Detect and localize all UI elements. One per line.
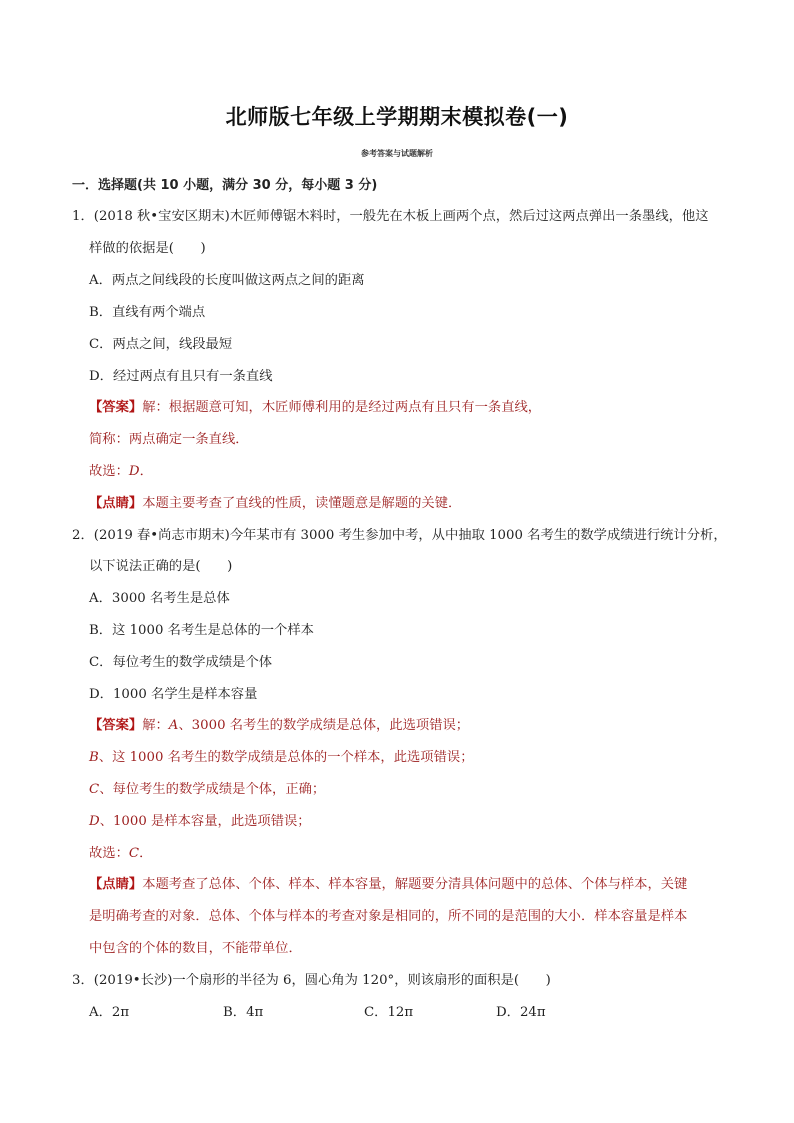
comment-tag: 【点睛】 <box>89 877 143 892</box>
q1-answer <box>89 399 749 417</box>
q2-option-c: C．每位考生的数学成绩是个体 <box>89 655 273 670</box>
q2-stem-line1: 2．(2019 春•尚志市期末)今年某市有 3000 考生参加中考，从中抽取 1000 名考生的数学成绩进行统计分析， <box>72 528 727 543</box>
q1-choice: 故选：D． <box>89 464 153 479</box>
comment-text: 本题主要考查了直线的性质，读懂题意是解题的关键． <box>142 496 462 511</box>
choice-letter: D <box>128 464 140 479</box>
q3-option-b: B．4π <box>223 1005 264 1020</box>
q2-answer: 【答案】解：A、3000 名考生的数学成绩是总体，此选项错误； <box>89 718 470 733</box>
page-title: 北师版七年级上学期期末模拟卷(一) <box>225 105 569 129</box>
answer-tag: 【答案】 <box>89 400 143 415</box>
q2-answer-c: C、每位考生的数学成绩是个体，正确； <box>89 782 326 797</box>
q1-option-c: C．两点之间，线段最短 <box>89 337 233 352</box>
answer-text: 解：根据题意可知，木匠师傅利用的是经过两点有且只有一条直线， <box>142 400 542 415</box>
q1-option-a: A．两点之间线段的长度叫做这两点之间的距离 <box>89 273 365 288</box>
q2-stem-line2: 以下说法正确的是( ) <box>89 559 233 574</box>
q2-option-d: D．1000 名学生是样本容量 <box>89 687 258 702</box>
q3-option-d: D．24π <box>496 1005 546 1020</box>
comment-tag: 【点睛】 <box>89 496 143 511</box>
q3-stem-line1: 3．(2019•长沙)一个扇形的半径为 6，圆心角为 120°，则该扇形的面积是( ) <box>72 973 551 988</box>
q2-comment-line3: 中包含的个体的数目，不能带单位． <box>89 941 302 956</box>
q1-stem-line1: 1．(2018 秋•宝安区期末)木匠师傅锯木料时，一般先在木板上画两个点，然后过这两点弹出一条墨线，他这 <box>72 209 709 224</box>
q1-option-d: D．经过两点有且只有一条直线 <box>89 369 273 384</box>
section-heading: 一．选择题(共 10 小题，满分 30 分，每小题 3 分) <box>72 178 378 193</box>
page-subtitle: 参考答案与试题解析 <box>361 149 433 158</box>
q2-comment: 【点睛】本题考查了总体、个体、样本、样本容量，解题要分清具体问题中的总体、个体与样本，关键 <box>89 877 688 892</box>
q3-option-a: A．2π <box>89 1005 130 1020</box>
q3-option-c: C．12π <box>364 1005 414 1020</box>
q2-option-a: A．3000 名考生是总体 <box>89 591 230 606</box>
q1-option-b: B．直线有两个端点 <box>89 305 206 320</box>
q1-answer-line2: 简称：两点确定一条直线． <box>89 432 249 447</box>
q2-answer-b: B、这 1000 名考生的数学成绩是总体的一个样本，此选项错误； <box>89 750 474 765</box>
choice-letter: C <box>128 846 140 861</box>
q2-choice: 故选：C． <box>89 846 153 861</box>
q2-answer-d: D、1000 是样本容量，此选项错误； <box>89 814 311 829</box>
q2-option-b: B．这 1000 名考生是总体的一个样本 <box>89 623 314 638</box>
q1-comment <box>89 495 749 513</box>
q1-stem-line2: 样做的依据是( ) <box>89 241 206 256</box>
answer-tag: 【答案】 <box>89 718 143 733</box>
q2-comment-line2: 是明确考查的对象．总体、个体与样本的考查对象是相同的，所不同的是范围的大小．样本容量是样本 <box>89 909 688 924</box>
